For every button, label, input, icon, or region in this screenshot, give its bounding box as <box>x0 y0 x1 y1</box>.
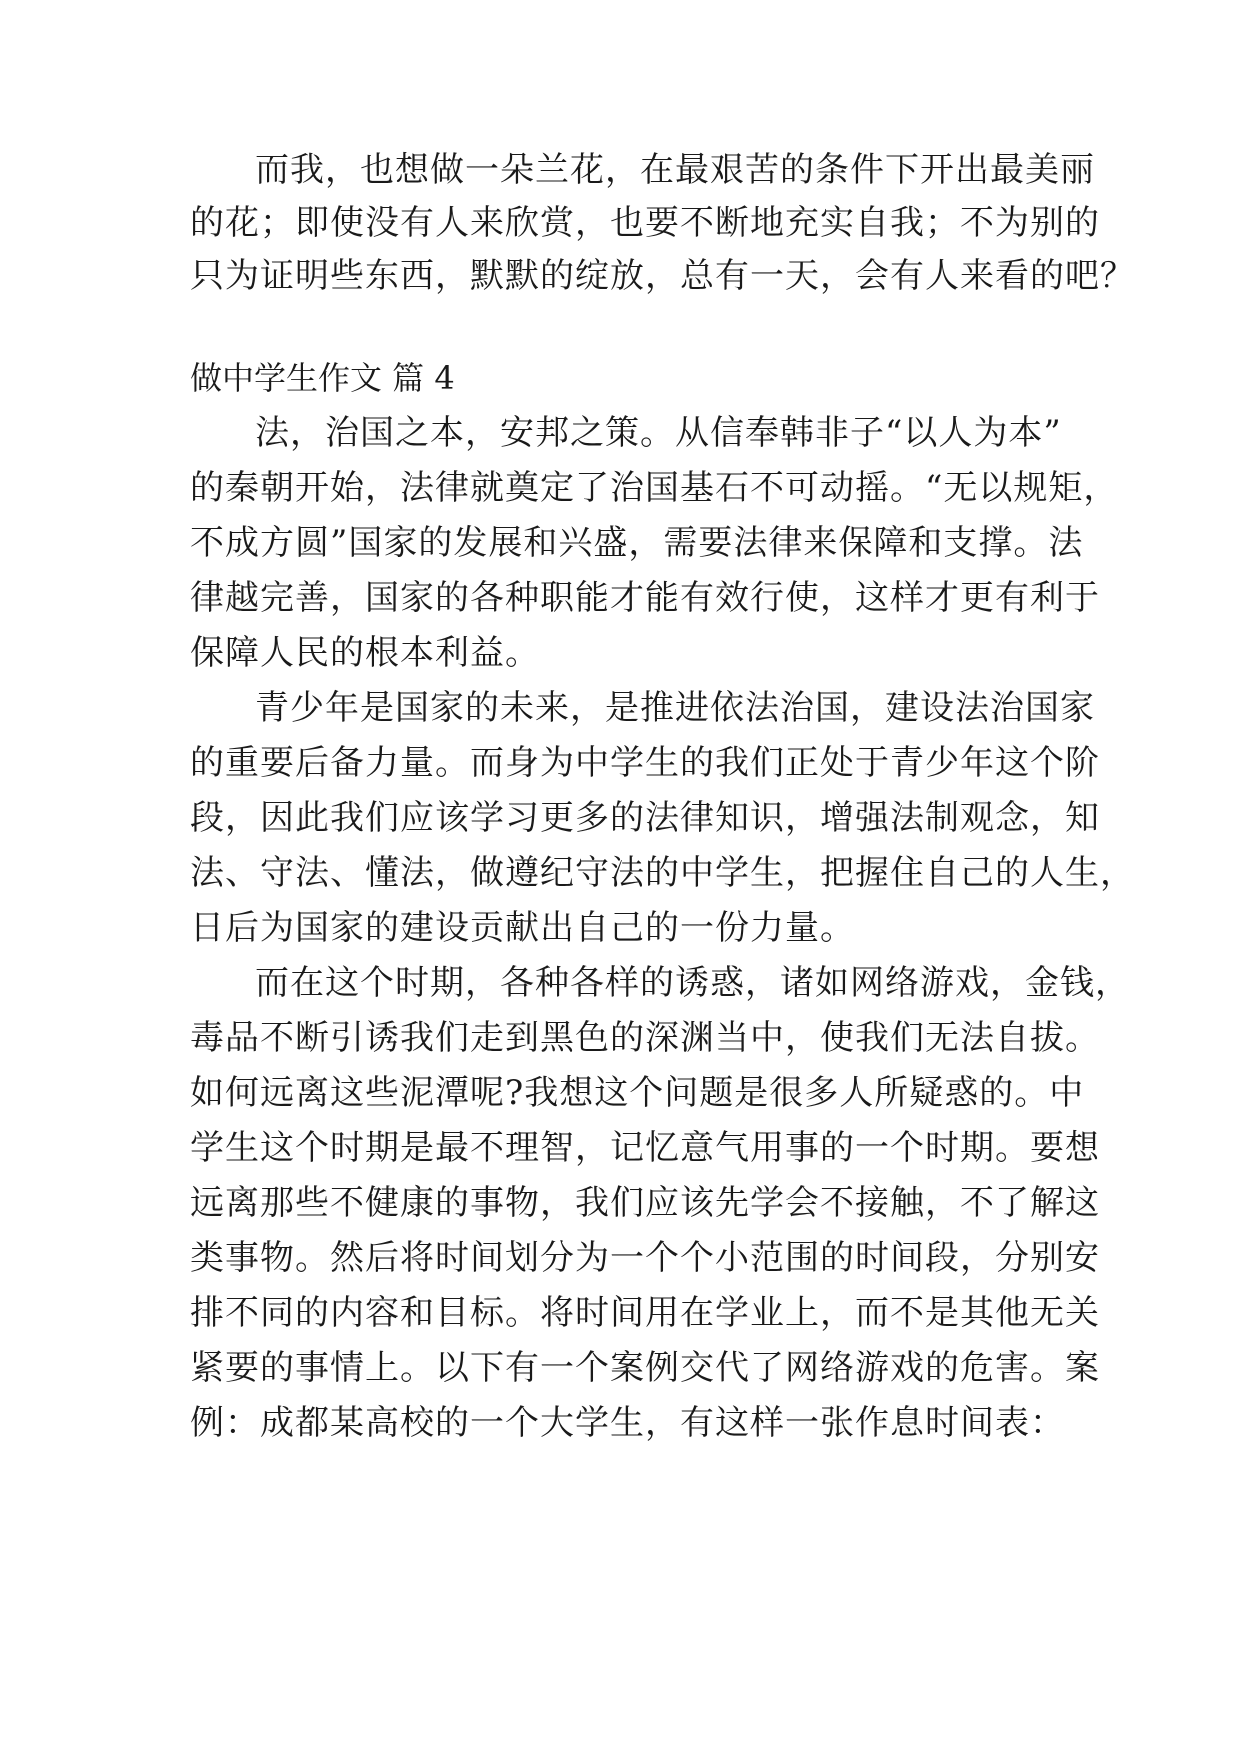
paragraph-3-line-8: 紧要的事情上。以下有一个案例交代了网络游戏的危害。案 <box>190 1348 1100 1388</box>
section-title: 做中学生作文 篇 4 <box>190 359 455 397</box>
paragraph-2-line-1: 青少年是国家的未来，是推进依法治国，建设法治国家 <box>255 688 1095 728</box>
paragraph-3-line-3: 如何远离这些泥潭呢?我想这个问题是很多人所疑惑的。中 <box>190 1073 1085 1113</box>
paragraph-2-line-5: 日后为国家的建设贡献出自己的一份力量。 <box>190 908 855 948</box>
paragraph-2-line-4: 法、守法、懂法，做遵纪守法的中学生，把握住自己的人生， <box>190 853 1135 893</box>
paragraph-3-line-7: 排不同的内容和目标。将时间用在学业上，而不是其他无关 <box>190 1293 1100 1333</box>
paragraph-2-line-2: 的重要后备力量。而身为中学生的我们正处于青少年这个阶 <box>190 743 1100 783</box>
intro-line-3: 只为证明些东西，默默的绽放，总有一天，会有人来看的吧？ <box>190 256 1135 296</box>
paragraph-3-line-1: 而在这个时期，各种各样的诱惑，诸如网络游戏，金钱， <box>255 963 1130 1003</box>
paragraph-1-line-1: 法，治国之本，安邦之策。从信奉韩非子“以人为本” <box>255 413 1062 453</box>
intro-line-2: 的花；即使没有人来欣赏，也要不断地充实自我；不为别的 <box>190 203 1100 243</box>
paragraph-3-line-5: 远离那些不健康的事物，我们应该先学会不接触，不了解这 <box>190 1183 1100 1223</box>
paragraph-3-line-4: 学生这个时期是最不理智，记忆意气用事的一个时期。要想 <box>190 1128 1100 1168</box>
paragraph-3-line-2: 毒品不断引诱我们走到黑色的深渊当中，使我们无法自拔。 <box>190 1018 1100 1058</box>
paragraph-1-line-4: 律越完善，国家的各种职能才能有效行使，这样才更有利于 <box>190 578 1100 618</box>
paragraph-3-line-6: 类事物。然后将时间划分为一个个小范围的时间段，分别安 <box>190 1238 1100 1278</box>
paragraph-1-line-5: 保障人民的根本利益。 <box>190 633 540 673</box>
paragraph-1-line-2: 的秦朝开始，法律就奠定了治国基石不可动摇。“无以规矩， <box>190 468 1119 508</box>
paragraph-1-line-3: 不成方圆”国家的发展和兴盛，需要法律来保障和支撑。法 <box>190 523 1084 563</box>
intro-line-1: 而我，也想做一朵兰花，在最艰苦的条件下开出最美丽 <box>255 150 1095 190</box>
paragraph-3-line-9: 例：成都某高校的一个大学生，有这样一张作息时间表： <box>190 1403 1065 1443</box>
paragraph-2-line-3: 段，因此我们应该学习更多的法律知识，增强法制观念，知 <box>190 798 1100 838</box>
